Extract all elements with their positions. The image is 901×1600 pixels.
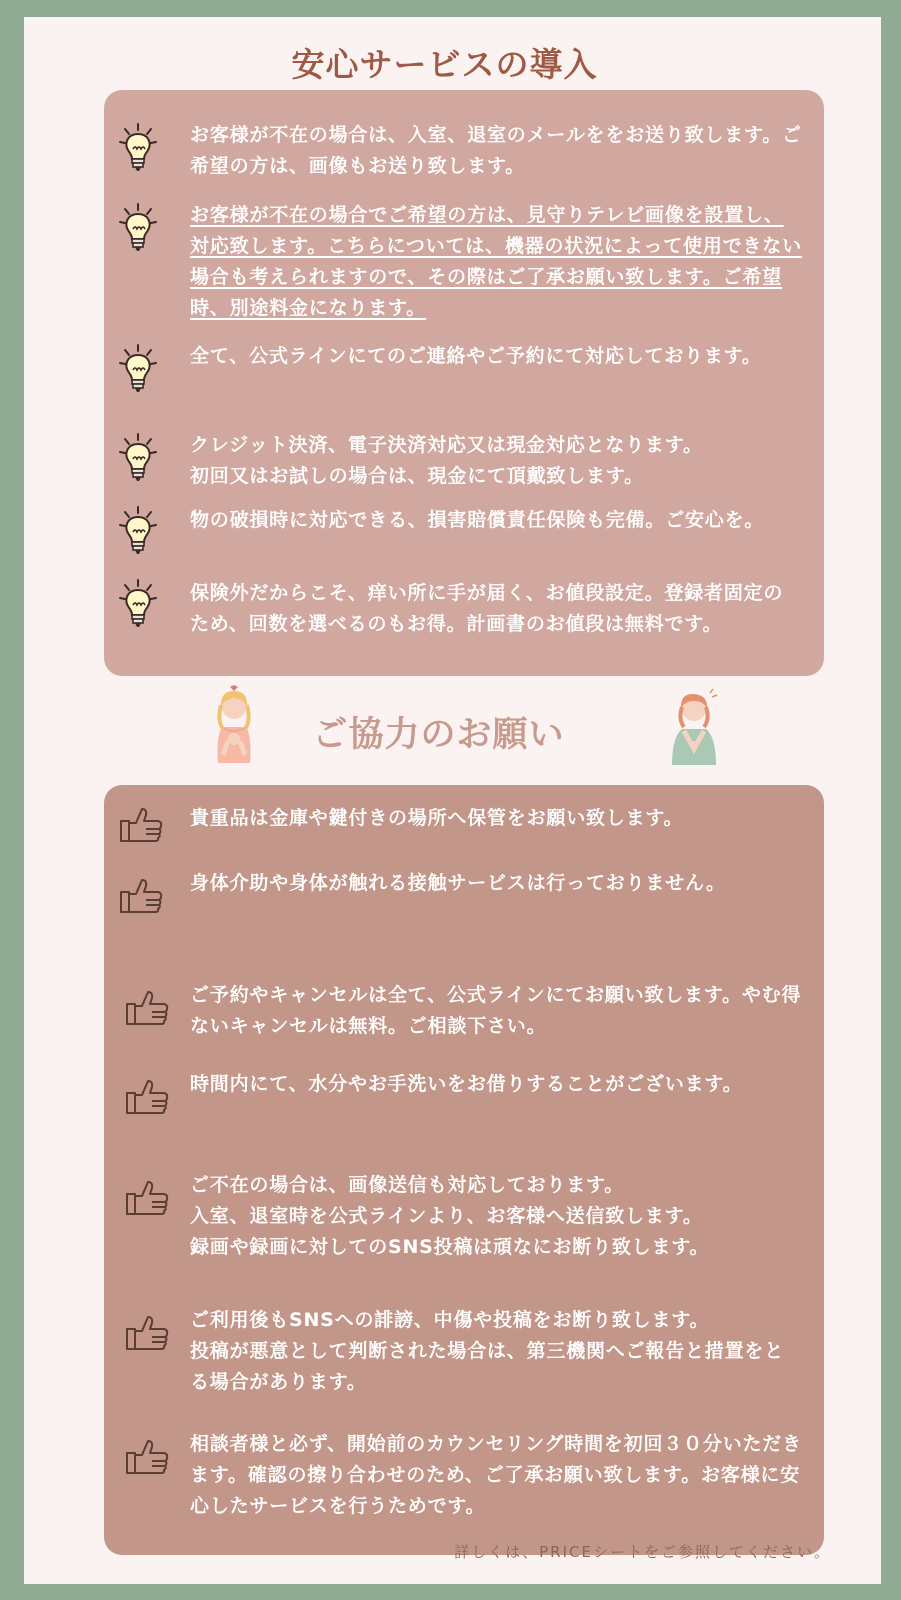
list-item-text: 物の破損時に対応できる、損害賠償責任保険も完備。ご安心を。 [190, 509, 765, 531]
underlined-text: お客様が不在の場合でご希望の方は、見守りテレビ画像を設置し、対応致します。こちらについては、機器の状況によって使用できない場合も考えられますので、その際はご了承お願い致します。ご希望時、別途料金になります。 [190, 204, 802, 319]
list-item-text: 相談者様と必ず、開始前のカウンセリング時間を初回３０分いただきます。確認の擦り合わせのため、ご了承お願い致します。お客様に安心したサービスを行うためです。 [190, 1433, 802, 1517]
thumbs-up-icon [118, 805, 166, 849]
thumbs-up-icon [124, 1077, 172, 1121]
list-item-text: ご不在の場合は、画像送信も対応しております。 入室、退室時を公式ラインより、お客様へ送信致します。 録画や録画に対してのSNS投稿は頑なにお断り致します。 [190, 1174, 710, 1258]
list-item-text: 時間内にて、水分やお手洗いをお借りすることがございます。 [190, 1073, 743, 1095]
section2-title: ご協力のお願い [312, 715, 565, 755]
section1-panel [104, 90, 824, 676]
lightbulb-icon [118, 122, 158, 178]
woman-bowing-illustration [662, 679, 726, 771]
list-item-text: 保険外だからこそ、痒い所に手が届く、お値段設定。登録者固定のため、回数を選べるのもお得。計画書のお値段は無料です。 [190, 582, 784, 635]
list-item-text: 全て、公式ラインにてのご連絡やご予約にて対応しております。 [190, 345, 762, 367]
list-item-text [190, 200, 802, 324]
lightbulb-icon [118, 578, 158, 634]
list-item-text: ご利用後もSNSへの誹謗、中傷や投稿をお断り致します。 投稿が悪意として判断された場合は、第三機関へご報告と措置をとる場合があります。 [190, 1309, 785, 1393]
thumbs-up-icon [124, 1178, 172, 1222]
lightbulb-icon [118, 343, 158, 399]
list-item-text: 身体介助や身体が触れる接触サービスは行っておりません。 [190, 872, 726, 894]
info-sheet [24, 17, 881, 1584]
footer-note: 詳しくは、PRICEシートをご参照してください。 [454, 1543, 831, 1561]
list-item-text: お客様が不在の場合は、入室、退室のメールををお送り致します。ご希望の方は、画像もお送り致します。 [190, 124, 802, 177]
list-item-text: クレジット決済、電子決済対応又は現金対応となります。 初回又はお試しの場合は、現金にて頂戴致します。 [190, 434, 703, 487]
lightbulb-icon [118, 432, 158, 488]
thumbs-up-icon [118, 876, 166, 920]
list-item-text: ご予約やキャンセルは全て、公式ラインにてお願い致します。やむ得ないキャンセルは無料。ご相談下さい。 [190, 984, 802, 1037]
section1-title: 安心サービスの導入 [291, 45, 598, 84]
list-item-text: 貴重品は金庫や鍵付きの場所へ保管をお願い致します。 [190, 807, 684, 829]
section2-panel [104, 785, 824, 1555]
thumbs-up-icon [124, 1437, 172, 1481]
lightbulb-icon [118, 505, 158, 561]
thumbs-up-icon [124, 1313, 172, 1357]
lightbulb-icon [118, 202, 158, 258]
thumbs-up-icon [124, 988, 172, 1032]
